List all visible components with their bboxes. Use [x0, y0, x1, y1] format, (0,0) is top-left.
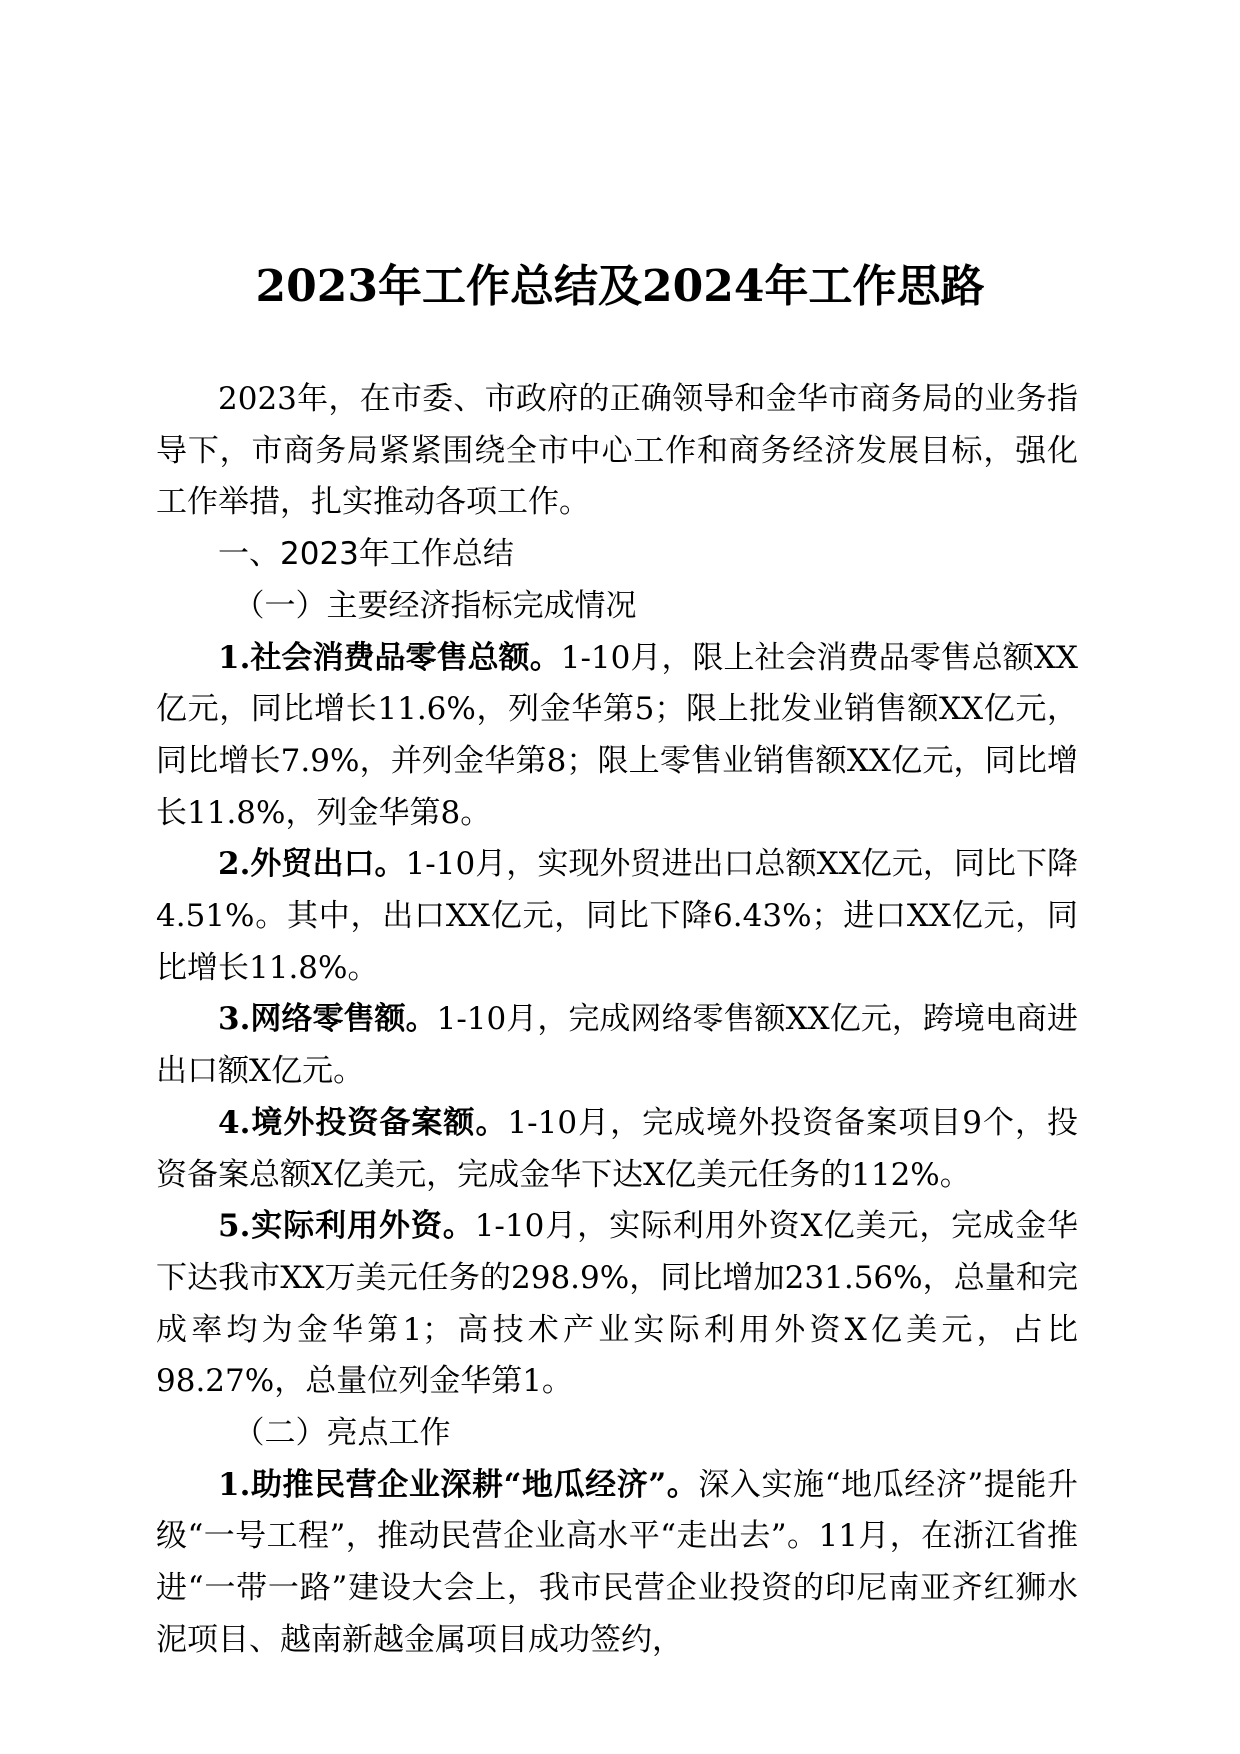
subsection-heading: （一）主要经济指标完成情况: [233, 587, 637, 624]
indicator-paragraph: [156, 839, 1078, 994]
section-heading: 一、2023年工作总结: [218, 536, 514, 573]
indicator-text: 1-10月，完成网络零售额XX亿元，跨境电商进出口额X亿元。: [156, 1001, 1078, 1090]
indicator-lead: 1.社会消费品零售总额。: [218, 639, 561, 676]
highlight-lead: 1.助推民营企业深耕“地瓜经济”。: [218, 1466, 699, 1503]
indicator-text: 1-10月，限上社会消费品零售总额XX亿元，同比增长11.6%，列金华第5；限上批发业销售额XX亿元，同比增长7.9%，并列金华第8；限上零售业销售额XX亿元，同比增长11.8%，列金华第8。: [156, 639, 1078, 831]
highlight-text: 深入实施“地瓜经济”提能升级“一号工程”，推动民营企业高水平“走出去”。11月，在浙江省推进“一带一路”建设大会上，我市民营企业投资的印尼南亚齐红狮水泥项目、越南新越金属项目成功签约，: [156, 1466, 1078, 1658]
intro-paragraph: 2023年，在市委、市政府的正确领导和金华市商务局的业务指导下，市商务局紧紧围绕全市中心工作和商务经济发展目标，强化工作举措，扎实推动各项工作。: [156, 381, 1078, 521]
indicator-paragraph: [156, 1201, 1078, 1408]
indicator-text: 1-10月，实际利用外资X亿美元，完成金华下达我市XX万美元任务的298.9%，同比增加231.56%，总量和完成率均为金华第1；高技术产业实际利用外资X亿美元，占比98.27%，总量位列金华第1。: [156, 1208, 1078, 1400]
indicator-lead: 4.境外投资备案额。: [218, 1104, 508, 1141]
document-title: 2023年工作总结及2024年工作思路: [255, 261, 985, 312]
document-body: [156, 374, 1078, 1667]
indicator-paragraph: [156, 1098, 1078, 1201]
indicator-text: 1-10月，实现外贸进出口总额XX亿元，同比下降4.51%。其中，出口XX亿元，同比下降6.43%；进口XX亿元，同比增长11.8%。: [156, 846, 1079, 986]
indicator-lead: 3.网络零售额。: [218, 1001, 437, 1038]
highlight-paragraph: [156, 1460, 1078, 1667]
indicator-paragraph: [156, 633, 1078, 840]
indicator-text: 1-10月，完成境外投资备案项目9个，投资备案总额X亿美元，完成金华下达X亿美元任务的112%。: [156, 1104, 1078, 1193]
indicator-paragraph: [156, 994, 1078, 1097]
indicator-lead: 2.外贸出口。: [218, 846, 406, 883]
indicator-lead: 5.实际利用外资。: [218, 1208, 475, 1245]
subsection-heading: （二）亮点工作: [233, 1415, 451, 1452]
